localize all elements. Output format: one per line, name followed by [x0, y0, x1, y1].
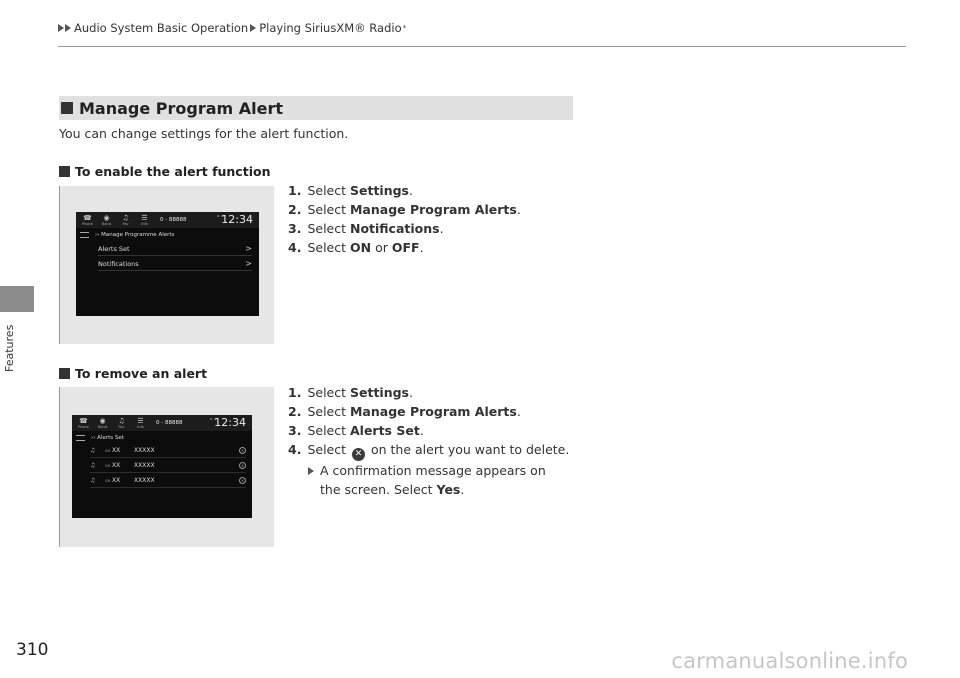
step-item: 4. Select ✕ on the alert you want to delete. [288, 442, 570, 459]
step-item: 2. Select Manage Program Alerts. [288, 404, 521, 419]
subheading-remove [59, 366, 207, 381]
breadcrumb-item[interactable]: Audio System Basic Operation [74, 21, 249, 35]
breadcrumb [58, 21, 406, 35]
page-number: 310 [16, 640, 49, 660]
delete-x-icon: ✕ [352, 448, 365, 461]
delete-icon: × [240, 478, 245, 483]
delete-icon: × [240, 448, 245, 453]
menu-item-alerts-set: Alerts Set > [98, 242, 252, 256]
favorite-icon: ♫ Fav [122, 214, 129, 226]
alert-row: ♫ CH XX XXXXX × [90, 474, 246, 488]
delete-icon: × [240, 463, 245, 468]
screen-topbar [76, 212, 259, 228]
menu-item-notifications: Notifications > [98, 257, 252, 271]
screen-breadcrumb: ›› Manage Programme Alerts [76, 229, 259, 240]
screenshot-frame [59, 387, 274, 547]
step-note: A confirmation message appears on the screen. Select Yes. [288, 461, 570, 499]
arrow-icon [308, 467, 314, 475]
phone-icon: ☎ Phone [82, 214, 93, 226]
step-item: 1. Select Settings. [288, 385, 413, 400]
back-icon [76, 435, 85, 441]
step-item: 3. Select Alerts Set. [288, 423, 424, 438]
screen-clock: 12:34 [214, 416, 246, 429]
section-intro: You can change settings for the alert function. [59, 126, 349, 141]
screen-topbar [72, 415, 252, 431]
square-bullet-icon [61, 102, 73, 114]
phone-icon: ☎ Phone [78, 417, 89, 429]
alert-row: ♫ CH XX XXXXX × [90, 459, 246, 473]
chevron-right-icon: > [245, 244, 252, 253]
step-item: 4. Select ON or OFF. [288, 240, 424, 255]
audio-screen [76, 212, 259, 316]
square-bullet-icon [59, 166, 70, 177]
steps-remove [288, 383, 570, 499]
section-title: Manage Program Alert [79, 98, 284, 118]
step-item: 1. Select Settings. [288, 183, 413, 198]
subheading-enable [59, 164, 270, 179]
band-icon: ◉ Band [102, 214, 111, 226]
chapter-tab[interactable] [0, 286, 34, 312]
square-bullet-icon [59, 368, 70, 379]
header-divider [58, 46, 906, 47]
info-icon: ☰ Info [137, 417, 144, 429]
info-icon: ☰ Info [141, 214, 148, 226]
step-item: 2. Select Manage Program Alerts. [288, 202, 521, 217]
screen-clock: 12:34 [221, 213, 253, 226]
frequency-readout: 0 - 88888 [160, 217, 187, 223]
arrow-icon [65, 24, 71, 32]
alert-icon: ♫ [90, 462, 96, 469]
steps-enable [288, 181, 521, 257]
alert-icon: ♫ [90, 447, 96, 454]
screen-breadcrumb: ›› Alerts Set [72, 432, 252, 443]
watermark: carmanualsonline.info [671, 649, 908, 673]
alert-row: ♫ CH XX XXXXX × [90, 444, 246, 458]
subheading-text: To enable the alert function [75, 164, 271, 179]
band-icon: ◉ Band [98, 417, 107, 429]
step-item: 3. Select Notifications. [288, 221, 444, 236]
status-indicator: ° ¹ [216, 215, 223, 221]
screenshot-frame [59, 186, 274, 344]
alert-icon: ♫ [90, 477, 96, 484]
arrow-icon [250, 24, 256, 32]
favorite-icon: ♫ Fav [118, 417, 125, 429]
arrow-icon [58, 24, 64, 32]
chapter-label: Features [3, 324, 16, 372]
footnote-mark: * [402, 24, 407, 32]
frequency-readout: 0 - 88888 [156, 420, 183, 426]
chevron-right-icon: > [245, 259, 252, 268]
back-icon [80, 232, 89, 238]
section-heading [59, 96, 573, 120]
subheading-text: To remove an alert [75, 366, 208, 381]
breadcrumb-item[interactable]: Playing SiriusXM® Radio [259, 21, 402, 35]
status-indicator: ° ¹ [209, 418, 216, 424]
audio-screen [72, 415, 252, 518]
